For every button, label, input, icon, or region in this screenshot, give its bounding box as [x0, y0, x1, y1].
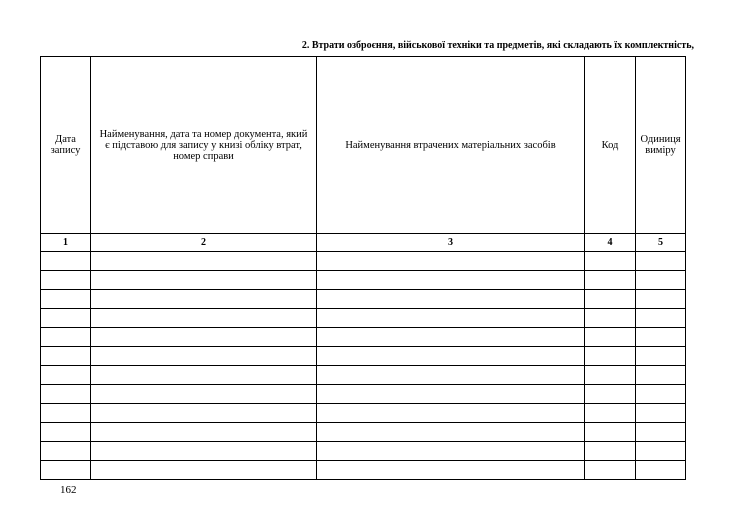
table-cell [585, 290, 636, 309]
table-row [41, 423, 686, 442]
table-cell [91, 347, 317, 366]
table-cell [41, 366, 91, 385]
table-cell [41, 423, 91, 442]
table-cell [636, 404, 686, 423]
table-row [41, 404, 686, 423]
table-cell [317, 423, 585, 442]
table-cell [636, 271, 686, 290]
table-row [41, 385, 686, 404]
table-cell [317, 347, 585, 366]
table-cell [41, 328, 91, 347]
table-row [41, 290, 686, 309]
column-number: 3 [317, 234, 585, 252]
table-cell [317, 328, 585, 347]
table-cell [636, 442, 686, 461]
table-cell [91, 385, 317, 404]
table-row [41, 271, 686, 290]
table-cell [91, 252, 317, 271]
table-cell [585, 385, 636, 404]
table-cell [585, 404, 636, 423]
column-header-item-name: Найменування втрачених матеріальних засобів [317, 57, 585, 234]
table-cell [41, 252, 91, 271]
table-cell [317, 366, 585, 385]
table-cell [585, 347, 636, 366]
page-number: 162 [60, 484, 77, 496]
table-cell [636, 461, 686, 480]
table-cell [585, 328, 636, 347]
table-cell [91, 423, 317, 442]
table-cell [41, 461, 91, 480]
column-number-row [41, 234, 686, 252]
table-cell [585, 252, 636, 271]
table-cell [317, 461, 585, 480]
table-cell [585, 442, 636, 461]
table-cell [41, 442, 91, 461]
column-header-date: Дата запису [41, 57, 91, 234]
table-cell [41, 347, 91, 366]
table-cell [636, 366, 686, 385]
column-number: 4 [585, 234, 636, 252]
table-row [41, 328, 686, 347]
table-cell [91, 461, 317, 480]
table-row [41, 347, 686, 366]
column-number: 1 [41, 234, 91, 252]
table-cell [317, 385, 585, 404]
table-cell [91, 366, 317, 385]
table-cell [41, 385, 91, 404]
table-cell [636, 309, 686, 328]
table-cell [41, 404, 91, 423]
column-header-unit: Одиниця виміру [636, 57, 686, 234]
table-cell [317, 290, 585, 309]
table-cell [585, 309, 636, 328]
column-header-code: Код [585, 57, 636, 234]
table-row [41, 252, 686, 271]
table-cell [585, 461, 636, 480]
losses-table [40, 56, 686, 480]
table-cell [41, 290, 91, 309]
table-row [41, 309, 686, 328]
table-cell [636, 252, 686, 271]
table-cell [41, 309, 91, 328]
table-cell [317, 442, 585, 461]
table-cell [91, 271, 317, 290]
table-cell [636, 347, 686, 366]
table-cell [91, 442, 317, 461]
column-number: 2 [91, 234, 317, 252]
table-cell [317, 271, 585, 290]
table-cell [636, 423, 686, 442]
table-cell [585, 423, 636, 442]
table-row [41, 366, 686, 385]
table-cell [317, 309, 585, 328]
table-cell [91, 290, 317, 309]
section-heading: 2. Втрати озброєння, військової техніки та предметів, які складають їх комплектність, [301, 40, 694, 51]
column-header-document: Найменування, дата та номер документа, який є підставою для запису у книзі обліку втрат, номер справи [91, 57, 317, 234]
table-row [41, 442, 686, 461]
table-cell [585, 271, 636, 290]
table-cell [636, 328, 686, 347]
table-cell [636, 385, 686, 404]
table-row [41, 461, 686, 480]
table-cell [585, 366, 636, 385]
table-cell [317, 404, 585, 423]
column-number: 5 [636, 234, 686, 252]
table-cell [91, 328, 317, 347]
table-cell [91, 404, 317, 423]
table-cell [636, 290, 686, 309]
table-cell [41, 271, 91, 290]
table-cell [91, 309, 317, 328]
header-row [41, 57, 686, 234]
table-cell [317, 252, 585, 271]
